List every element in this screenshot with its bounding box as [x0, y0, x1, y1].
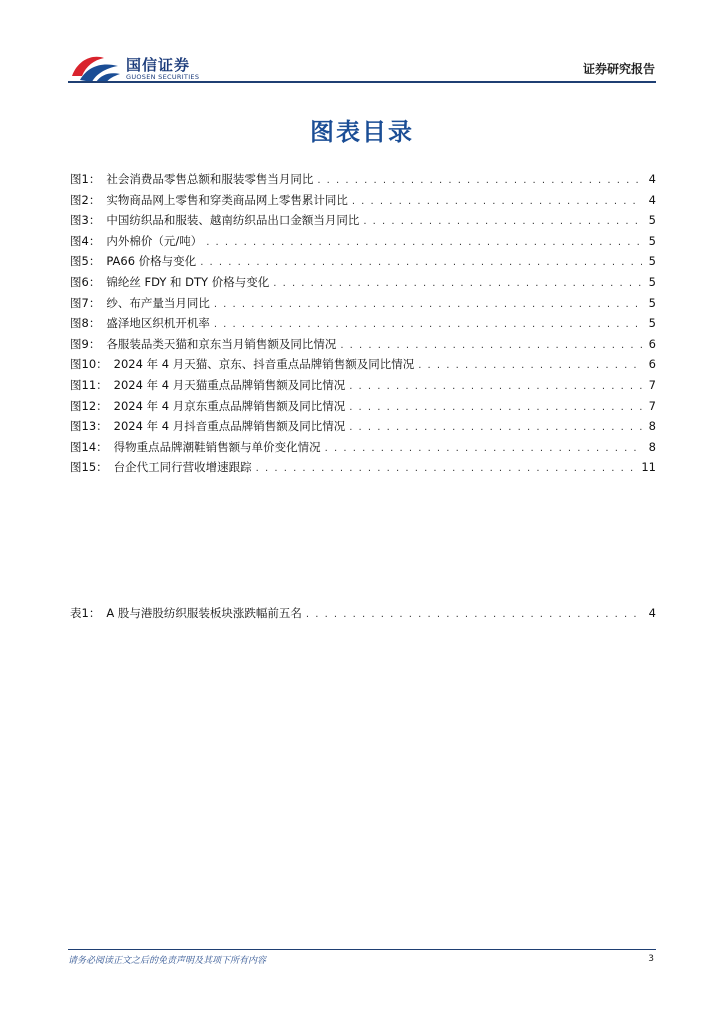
toc-page-number: 4 [648, 172, 656, 186]
toc-title: A 股与港股纺织服装板块涨跌幅前五名 [106, 606, 302, 620]
toc-entry[interactable] [70, 295, 656, 316]
toc-page-number: 6 [648, 336, 656, 351]
toc-entry[interactable] [70, 377, 656, 398]
toc-title: 实物商品网上零售和穿类商品网上零售累计同比 [106, 192, 348, 207]
toc-title: 锦纶丝 FDY 和 DTY 价格与变化 [106, 274, 270, 289]
toc-label: 图6： [70, 274, 101, 289]
toc-title: 纱、布产量当月同比 [106, 295, 210, 310]
toc-entry[interactable] [70, 171, 656, 192]
toc-leader [214, 299, 642, 310]
toc-title: 2024 年 4 月天猫、京东、抖音重点品牌销售额及同比情况 [113, 357, 415, 372]
logo-english-name: GUOSEN SECURITIES [126, 73, 200, 81]
toc-entry[interactable] [70, 356, 656, 377]
toc-leader [256, 463, 638, 474]
toc-page-number: 8 [648, 439, 656, 454]
toc-title: 2024 年 4 月天猫重点品牌销售额及同比情况 [113, 377, 346, 392]
toc-leader [349, 402, 642, 413]
page-number: 3 [648, 954, 654, 964]
toc-entry[interactable] [70, 274, 656, 295]
toc-title: 社会消费品零售总额和服装零售当月同比 [106, 172, 314, 186]
figure-list [70, 171, 656, 480]
toc-page-number: 5 [648, 233, 656, 248]
toc-label: 图8： [70, 316, 101, 331]
toc-page-number: 7 [648, 377, 656, 392]
toc-page-number: 11 [641, 460, 656, 475]
toc-title: 得物重点品牌潮鞋销售额与单价变化情况 [113, 439, 321, 454]
toc-label: 图10： [70, 357, 108, 372]
toc-entry[interactable] [70, 459, 656, 480]
toc-entry[interactable] [70, 212, 656, 233]
guosen-logo-icon [70, 52, 122, 84]
toc-leader [317, 175, 642, 186]
toc-page-number: 4 [648, 606, 656, 620]
toc-label: 图13： [70, 419, 108, 434]
header-divider [68, 81, 656, 83]
toc-leader [325, 443, 642, 454]
toc-title: PA66 价格与变化 [106, 254, 197, 269]
toc-entry[interactable] [70, 253, 656, 274]
logo-chinese-name: 国信证券 [126, 56, 191, 74]
toc-entry[interactable] [70, 439, 656, 460]
toc-label: 图9： [70, 336, 101, 351]
report-type-label: 证券研究报告 [582, 62, 655, 76]
toc-entry[interactable] [70, 192, 656, 213]
toc-leader [349, 381, 642, 392]
toc-leader [206, 237, 642, 248]
toc-label: 图15： [70, 460, 108, 475]
toc-page-number: 5 [648, 274, 656, 289]
disclaimer-note: 请务必阅读正文之后的免责声明及其项下所有内容 [68, 956, 267, 966]
toc-title: 2024 年 4 月京东重点品牌销售额及同比情况 [113, 398, 346, 413]
toc-leader [273, 278, 642, 289]
toc-label: 图7： [70, 295, 101, 310]
toc-page-number: 7 [648, 398, 656, 413]
toc-label: 图12： [70, 398, 108, 413]
toc-label: 图14： [70, 439, 108, 454]
toc-leader [363, 216, 642, 227]
toc-leader [349, 422, 642, 433]
footer-divider [68, 949, 656, 950]
page-header [0, 0, 724, 90]
toc-label: 图1： [70, 172, 101, 186]
toc-leader [418, 360, 642, 371]
toc-page-number: 8 [648, 419, 656, 434]
toc-entry[interactable] [70, 418, 656, 439]
toc-entry[interactable] [70, 605, 656, 626]
toc-label: 表1： [70, 606, 101, 620]
toc-entry[interactable] [70, 315, 656, 336]
toc-entry[interactable] [70, 233, 656, 254]
toc-label: 图2： [70, 192, 101, 207]
toc-title: 各服装品类天猫和京东当月销售额及同比情况 [106, 336, 337, 351]
toc-leader [352, 196, 642, 207]
toc-label: 图11： [70, 377, 108, 392]
toc-entry[interactable] [70, 336, 656, 357]
toc-title: 中国纺织品和服装、越南纺织品出口金额当月同比 [106, 213, 360, 228]
toc-page-number: 5 [648, 316, 656, 331]
toc-leader [340, 340, 642, 351]
toc-page-number: 6 [648, 357, 656, 372]
toc-label: 图5： [70, 254, 101, 269]
toc-page-number: 5 [648, 254, 656, 269]
toc-title: 2024 年 4 月抖音重点品牌销售额及同比情况 [113, 419, 346, 434]
toc-page-number: 5 [648, 295, 656, 310]
toc-entry[interactable] [70, 398, 656, 419]
toc-leader [306, 609, 642, 620]
toc-page-number: 5 [648, 213, 656, 228]
toc-label: 图3： [70, 213, 101, 228]
toc-leader [200, 257, 642, 268]
toc-leader [214, 319, 642, 330]
toc-title: 内外棉价（元/吨） [106, 233, 203, 248]
table-list [70, 605, 656, 626]
toc-title: 盛泽地区织机开机率 [106, 316, 210, 331]
toc-title: 台企代工同行营收增速跟踪 [113, 460, 252, 475]
toc-label: 图4： [70, 233, 101, 248]
page-title: 图表目录 [310, 118, 414, 146]
toc-page-number: 4 [648, 192, 656, 207]
